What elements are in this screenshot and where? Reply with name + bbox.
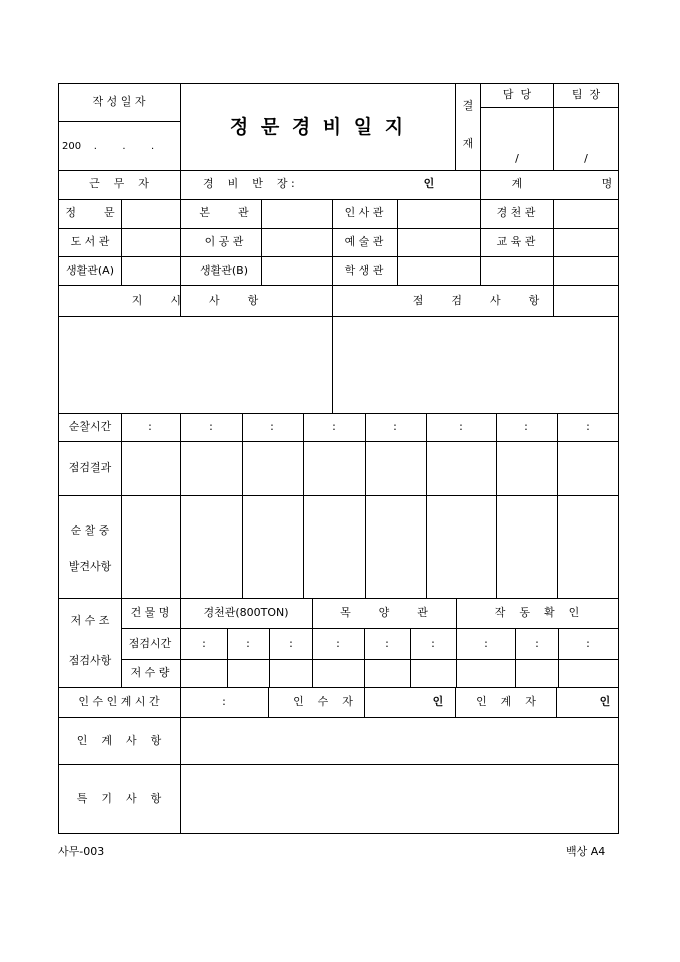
patrol-time-4[interactable]: : (332, 420, 336, 433)
receiver-label: 인 수 자 (293, 695, 353, 708)
line-res-352 (410, 628, 411, 687)
line-header-bottom (58, 170, 619, 171)
building-mokyang: 목 양 관 (340, 606, 428, 619)
post-education: 교 육 관 (496, 235, 536, 248)
form-code: 사무-003 (58, 845, 105, 858)
approver-leader-sign[interactable]: / (584, 152, 588, 165)
res-time-7[interactable]: : (484, 637, 488, 650)
building-name-label: 건 물 명 (130, 606, 170, 619)
post-engineering: 이 공 관 (204, 235, 244, 248)
line-hand-306 (364, 687, 365, 717)
post-gyeongcheon: 경 천 관 (496, 206, 536, 219)
line-res-254 (312, 598, 313, 628)
line-hand-210 (268, 687, 269, 717)
border-left (58, 83, 59, 834)
patrol-result-label: 점검결과 (68, 461, 112, 474)
line-res-211 (269, 628, 270, 687)
border-bottom (58, 833, 619, 834)
patrol-time-2[interactable]: : (209, 420, 213, 433)
approver-leader-label: 팀 장 (571, 88, 601, 101)
line-sections-bottom (58, 413, 619, 414)
special-notes-label: 특 기 사 항 (76, 792, 162, 805)
handover-notes-label: 인 계 사 항 (76, 734, 162, 747)
line-posts-3 (58, 285, 619, 286)
count-unit: 명 (601, 177, 613, 190)
line-res-398 (456, 598, 457, 687)
line-reservoir-1 (121, 628, 619, 629)
res-time-6[interactable]: : (431, 637, 435, 650)
patrol-time-5[interactable]: : (393, 420, 397, 433)
handover-time-field[interactable]: : (222, 695, 226, 708)
line-reservoir-bottom (58, 687, 619, 688)
res-time-3[interactable]: : (289, 637, 293, 650)
water-level-label: 저 수 량 (130, 666, 170, 679)
res-time-4[interactable]: : (336, 637, 340, 650)
line-posts-1 (58, 228, 619, 229)
reservoir-label-1: 저 수 조 (70, 614, 110, 627)
patrol-time-8[interactable]: : (586, 420, 590, 433)
line-posts-274 (332, 199, 333, 413)
post-library: 도 서 관 (70, 235, 110, 248)
giver-label: 인 계 자 (476, 695, 536, 708)
handover-time-label: 인 수 인 계 시 간 (78, 695, 160, 708)
res-time-5[interactable]: : (385, 637, 389, 650)
approver-staff-sign[interactable]: / (515, 152, 519, 165)
line-res-169 (227, 628, 228, 687)
post-main-gate: 정 문 (65, 206, 115, 219)
chief-label: 경 비 반 장 : (203, 177, 295, 190)
post-student: 학 생 관 (344, 264, 384, 277)
post-personnel: 인 사 관 (344, 206, 384, 219)
line-res-457 (515, 628, 516, 687)
line-approval-422 (480, 83, 481, 199)
line-handover-time (58, 717, 619, 718)
line-res-306 (364, 628, 365, 687)
line-posts-203 (261, 199, 262, 285)
line-posts-2 (58, 256, 619, 257)
line-posts-495 (553, 199, 554, 316)
patrol-time-6[interactable]: : (459, 420, 463, 433)
paper-spec: 백상 A4 (566, 845, 606, 858)
line-res-63 (121, 598, 122, 687)
post-arts: 예 술 관 (344, 235, 384, 248)
line-posts-422 (480, 199, 481, 285)
line-hand-498 (556, 687, 557, 717)
patrol-time-1[interactable]: : (148, 420, 152, 433)
line-handover-notes (58, 764, 619, 765)
line-hand-397 (455, 687, 456, 717)
res-time-8[interactable]: : (535, 637, 539, 650)
date-label: 작 성 일 자 (92, 95, 146, 108)
check-time-label: 점검시간 (128, 637, 172, 650)
approver-staff-label: 담 당 (502, 88, 532, 101)
line-approval-split (480, 107, 619, 108)
line-res-500 (558, 628, 559, 687)
line-date-split (58, 121, 180, 122)
giver-seal: 인 (599, 695, 611, 708)
line-patrol-245 (303, 413, 304, 599)
line-sections-header (58, 316, 619, 317)
building-gyeongcheon: 경천관(800TON) (203, 606, 289, 619)
line-hand-122 (180, 687, 181, 834)
patrol-findings-label-1: 순 찰 중 (70, 524, 110, 537)
line-patrol-307 (365, 413, 366, 599)
res-time-1[interactable]: : (202, 637, 206, 650)
patrol-time-7[interactable]: : (524, 420, 528, 433)
res-time-2[interactable]: : (246, 637, 250, 650)
line-duty-bottom (58, 199, 619, 200)
line-approval-left (455, 83, 456, 170)
border-right (618, 83, 619, 834)
line-patrol-time (58, 441, 619, 442)
approval-label-bottom: 재 (462, 137, 474, 150)
line-posts-339 (397, 199, 398, 285)
page-title: 정 문 경 비 일 지 (229, 116, 407, 138)
border-top (58, 83, 619, 84)
line-approval-mid (553, 83, 554, 170)
patrol-findings-label-2: 발견사항 (68, 560, 112, 573)
line-reservoir-2 (121, 659, 619, 660)
line-patrol-122 (180, 413, 181, 599)
line-patrol-result (58, 495, 619, 496)
line-patrol-63 (121, 413, 122, 599)
line-res-122 (180, 598, 181, 687)
chief-seal: 인 (423, 177, 435, 190)
patrol-time-3[interactable]: : (270, 420, 274, 433)
operation-check-label: 작 동 확 인 (494, 606, 580, 619)
line-col-122 (180, 83, 181, 316)
total-label: 계 (511, 177, 523, 190)
res-time-9[interactable]: : (586, 637, 590, 650)
inspection-header: 점 검 사 항 (412, 294, 540, 307)
post-dorm-a: 생활관(A) (66, 264, 114, 277)
line-posts-63 (121, 199, 122, 285)
guard-log-form (58, 83, 619, 834)
line-patrol-499 (557, 413, 558, 599)
post-dorm-b: 생활관(B) (199, 264, 249, 277)
instructions-header: 지 시 사 항 (131, 294, 259, 307)
duty-label: 근 무 자 (89, 177, 149, 190)
patrol-time-label: 순찰시간 (68, 420, 112, 433)
receiver-seal: 인 (432, 695, 444, 708)
post-main-hall: 본 관 (199, 206, 249, 219)
line-patrol-184 (242, 413, 243, 599)
line-patrol-438 (496, 413, 497, 599)
date-field[interactable]: 200 . . . (62, 141, 155, 152)
line-res-254b (312, 628, 313, 687)
reservoir-label-2: 점검사항 (68, 654, 112, 667)
line-patrol-findings (58, 598, 619, 599)
line-patrol-368 (426, 413, 427, 599)
approval-label-top: 결 (462, 99, 474, 112)
